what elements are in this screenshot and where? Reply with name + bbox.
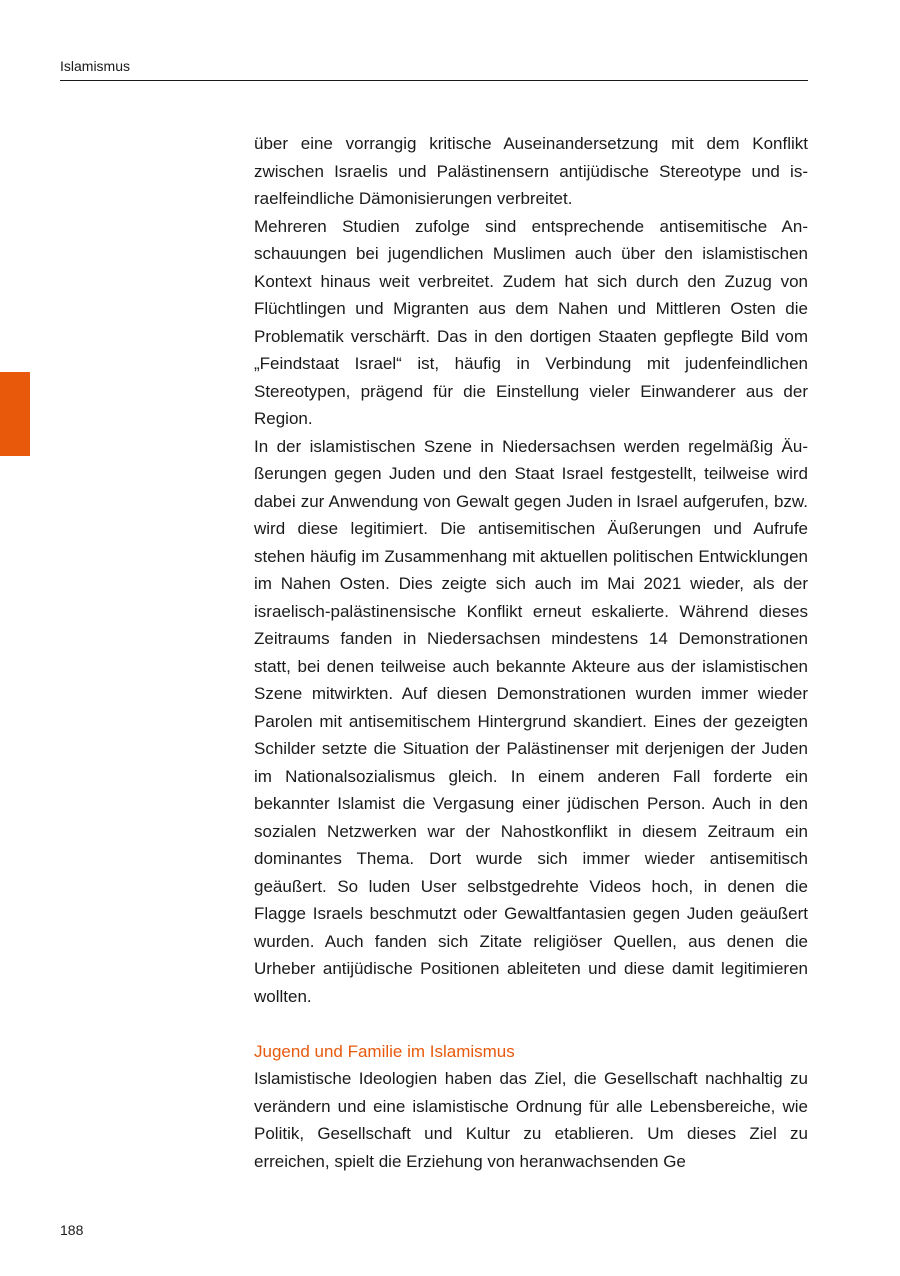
main-text-column	[254, 130, 808, 1175]
section-heading: Jugend und Familie im Islamismus	[254, 1041, 515, 1061]
body-paragraph-1: über eine vorrangig kritische Auseinandersetzung mit dem Konflikt zwischen Israelis und Palästinensern antijüdische Stereotype und israelfeindliche Dämonisierungen verbreitet.	[254, 134, 808, 208]
header-rule	[60, 80, 808, 81]
chapter-side-marker	[0, 372, 30, 456]
section-paragraph: Islamistische Ideologien haben das Ziel, die Gesellschaft nachhaltig zu verändern und eine islamistische Ordnung für alle Lebensbereiche, wie Politik, Gesellschaft und Kultur zu etablieren. Um dieses Ziel zu erreichen, spielt die Erziehung von heranwachsenden Ge	[254, 1069, 808, 1171]
body-paragraph-3: In der islamistischen Szene in Niedersachsen werden regelmäßig Äußerungen gegen Juden und den Staat Israel festgestellt, teilweise wird dabei zur Anwendung von Gewalt gegen Juden in Israel aufgerufen, bzw. wird diese legitimiert. Die antisemitischen Äußerungen und Aufrufe stehen häufig im Zusammenhang mit aktuellen politischen Entwicklungen im Nahen Osten. Dies zeigte sich auch im Mai 2021 wieder, als der israelisch-palästinensische Konflikt erneut eskalierte. Während dieses Zeitraums fanden in Niedersachsen mindestens 14 Demonstrationen statt, bei denen teilweise auch bekannte Akteure aus der islamistischen Szene mitwirkten. Auf diesen Demonstrationen wurden immer wieder Parolen mit antisemitischem Hintergrund skandiert. Eines der gezeigten Schilder setzte die Situation der Palästinenser mit derjenigen der Juden im Nationalsozialismus gleich. In einem anderen Fall forderte ein bekannter Islamist die Vergasung einer jüdischen Person. Auch in den sozialen Netzwerken war der Nahostkonflikt in diesem Zeitraum ein dominantes Thema. Dort wurde sich immer wieder antisemitisch geäußert. So luden User selbstgedrehte Videos hoch, in denen die Flagge Israels beschmutzt oder Gewaltfantasien gegen Juden geäußert wurden. Auch fanden sich Zitate religiöser Quellen, aus denen die Urheber antijüdische Positionen ableiteten und diese damit legitimieren wollten.	[254, 436, 808, 1006]
running-header-title: Islamismus	[60, 58, 131, 74]
body-paragraph-2: Mehreren Studien zufolge sind entsprechende antisemitische Anschauungen bei jugendlichen Muslimen auch über den islamistischen Kontext hinaus weit verbreitet. Zudem hat sich durch den Zuzug von Flüchtlingen und Migranten aus dem Nahen und Mittleren Osten die Problematik verschärft. Das in den dortigen Staaten gepflegte Bild vom „Feindstaat Israel“ ist, häufig in Verbindung mit judenfeindlichen Stereotypen, prägend für die Einstellung vieler Einwanderer aus der Region.	[254, 216, 808, 428]
page-number: 188	[60, 1222, 84, 1238]
